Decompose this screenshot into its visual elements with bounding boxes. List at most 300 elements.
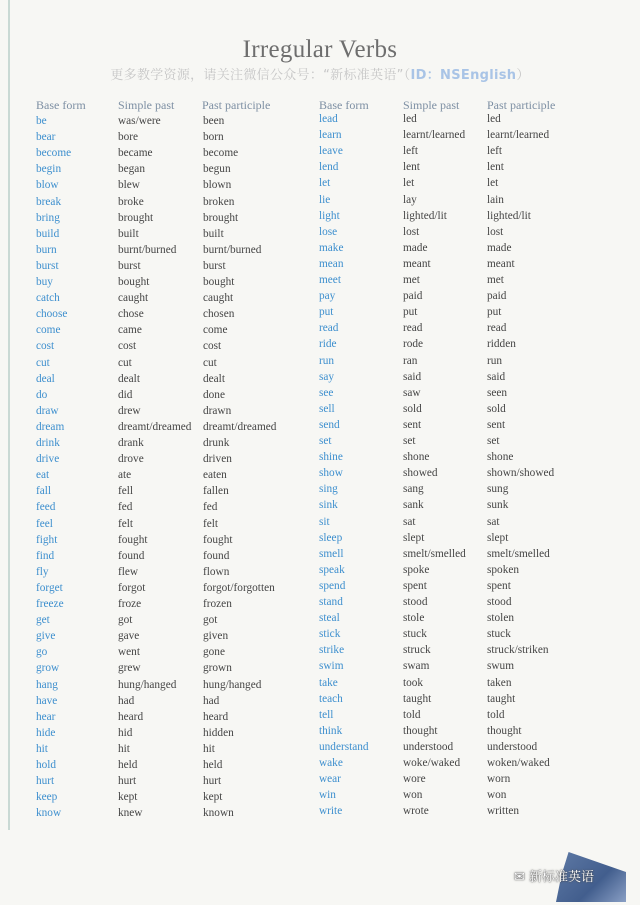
past-participle-cell: held — [203, 759, 223, 771]
past-participle-cell: flown — [203, 565, 230, 578]
simple-past-cell: fed — [118, 501, 133, 514]
simple-past-cell: hung/hanged — [118, 678, 177, 691]
past-participle-cell: left — [487, 145, 503, 158]
past-participle-cell: had — [203, 694, 220, 707]
verb-row — [36, 759, 336, 775]
past-participle-cell: shone — [487, 451, 514, 464]
verb-row — [36, 354, 336, 373]
base-form-cell: see — [319, 386, 334, 399]
header-past-participle-right: Past participle — [487, 98, 556, 112]
simple-past-cell: spoke — [403, 563, 430, 576]
simple-past-cell: bought — [118, 276, 150, 288]
simple-past-cell: read — [403, 322, 423, 335]
base-form-cell: learn — [319, 129, 342, 142]
past-participle-cell: put — [487, 306, 502, 319]
verb-row — [319, 677, 619, 693]
base-form-cell: understand — [319, 740, 369, 753]
verb-row — [36, 534, 336, 550]
simple-past-cell: wrote — [403, 805, 429, 818]
past-participle-cell: built — [203, 227, 224, 240]
simple-past-cell: bore — [118, 131, 139, 144]
simple-past-cell: fought — [118, 533, 148, 546]
base-form-cell: show — [319, 467, 343, 480]
past-participle-cell: found — [203, 549, 230, 562]
past-participle-cell: fought — [203, 533, 233, 546]
past-participle-cell: drawn — [203, 404, 232, 417]
header-base-form-left: Base form — [36, 98, 86, 112]
past-participle-cell: brought — [203, 211, 239, 224]
verb-row — [319, 242, 619, 258]
simple-past-cell: left — [403, 145, 419, 158]
verb-row — [319, 644, 619, 660]
verb-row — [36, 179, 336, 195]
verb-row — [36, 501, 336, 517]
simple-past-cell: meant — [403, 257, 431, 270]
base-form-cell: lead — [319, 113, 338, 125]
base-form-cell: smell — [319, 547, 344, 560]
base-form-cell: buy — [36, 276, 53, 288]
verb-row — [36, 322, 339, 340]
verb-row — [36, 743, 336, 759]
base-form-cell: bring — [36, 211, 60, 224]
verb-row — [36, 421, 336, 437]
simple-past-cell: had — [118, 694, 135, 707]
base-form-cell: read — [319, 322, 339, 335]
past-participle-cell: hit — [203, 742, 215, 755]
base-form-cell: keep — [36, 791, 58, 804]
base-form-cell: teach — [319, 692, 343, 705]
past-participle-cell: born — [203, 131, 224, 144]
verb-row — [319, 403, 619, 419]
base-form-cell: cost — [36, 340, 55, 353]
base-form-cell: send — [319, 418, 340, 431]
past-participle-cell: run — [487, 354, 503, 367]
simple-past-cell: hit — [118, 742, 130, 755]
base-form-cell: go — [36, 646, 48, 659]
base-form-cell: burst — [36, 259, 59, 272]
verb-row — [319, 226, 619, 242]
verb-row — [319, 773, 619, 789]
simple-past-cell: burst — [118, 259, 141, 272]
past-participle-cell: understood — [487, 740, 538, 753]
base-form-cell: fall — [36, 485, 52, 498]
base-form-cell: pay — [319, 290, 336, 303]
base-form-cell: break — [36, 195, 62, 208]
verb-row — [36, 212, 336, 228]
verb-row — [319, 693, 619, 709]
simple-past-cell: made — [403, 241, 428, 254]
past-participle-cell: shown/showed — [487, 467, 555, 480]
simple-past-cell: fell — [118, 485, 134, 498]
simple-past-cell: struck — [403, 644, 431, 657]
verb-row — [319, 306, 619, 322]
base-form-cell: say — [319, 370, 335, 383]
base-form-cell: sit — [319, 515, 330, 528]
simple-past-cell: cut — [118, 356, 132, 369]
base-form-cell: cut — [36, 356, 50, 369]
simple-past-cell: put — [403, 306, 418, 319]
simple-past-cell: swam — [403, 660, 430, 673]
simple-past-cell: caught — [118, 292, 149, 305]
past-participle-cell: met — [487, 274, 504, 286]
past-participle-cell: become — [203, 147, 239, 160]
verb-row — [36, 708, 336, 727]
simple-past-cell: spent — [403, 579, 427, 592]
past-participle-cell: given — [203, 630, 229, 643]
verb-row — [36, 437, 336, 453]
past-participle-cell: fed — [203, 501, 218, 514]
base-form-cell: hang — [36, 678, 58, 691]
verb-row — [319, 805, 619, 821]
base-form-cell: eat — [36, 469, 50, 482]
past-participle-cell: learnt/learned — [487, 129, 550, 142]
base-form-cell: forget — [36, 581, 63, 594]
past-participle-cell: bought — [203, 276, 235, 288]
simple-past-cell: cost — [118, 340, 137, 353]
base-form-cell: have — [36, 694, 58, 707]
verb-row — [36, 244, 336, 260]
verb-row — [319, 548, 619, 564]
verb-row — [319, 612, 619, 628]
base-form-cell: swim — [319, 660, 344, 673]
past-participle-cell: eaten — [203, 469, 227, 482]
simple-past-cell: smelt/smelled — [403, 547, 466, 560]
past-participle-cell: blown — [203, 179, 232, 192]
past-participle-cell: gone — [203, 646, 225, 659]
past-participle-cell: taught — [487, 692, 516, 705]
base-form-cell: mean — [319, 257, 344, 270]
base-form-cell: give — [36, 630, 56, 643]
verb-row — [36, 515, 336, 534]
past-participle-cell: taken — [487, 676, 512, 689]
base-form-cell: sing — [319, 483, 338, 496]
simple-past-cell: kept — [118, 791, 138, 804]
past-participle-cell: thought — [487, 724, 522, 737]
simple-past-cell: stole — [403, 612, 425, 625]
simple-past-cell: built — [118, 227, 139, 240]
verb-row — [36, 646, 336, 662]
simple-past-cell: sold — [403, 402, 422, 415]
base-form-cell: find — [36, 549, 55, 562]
verb-row — [36, 276, 336, 292]
simple-past-cell: led — [403, 113, 417, 125]
past-participle-cell: read — [487, 322, 507, 335]
page-edge-line — [8, 0, 10, 830]
simple-past-cell: shone — [403, 451, 430, 464]
simple-past-cell: was/were — [118, 115, 161, 127]
simple-past-cell: came — [118, 324, 142, 337]
base-form-cell: bear — [36, 131, 56, 144]
verb-row — [36, 662, 336, 678]
page-subtitle — [0, 64, 640, 83]
verb-row — [36, 695, 336, 711]
simple-past-cell: drove — [118, 453, 144, 466]
past-participle-cell: ridden — [487, 338, 516, 351]
base-form-cell: do — [36, 388, 48, 401]
simple-past-cell: understood — [403, 740, 454, 753]
verb-row — [36, 147, 336, 163]
subtitle-suffix: ） — [516, 68, 530, 83]
base-form-cell: write — [319, 805, 343, 818]
verb-row — [319, 532, 619, 548]
base-form-cell: feed — [36, 501, 56, 514]
subtitle-id: ID：NSEnglish — [410, 68, 517, 83]
past-participle-cell: lost — [487, 225, 504, 238]
verb-row — [319, 290, 619, 306]
past-participle-cell: swum — [487, 660, 514, 673]
verb-row — [36, 807, 336, 823]
simple-past-cell: showed — [403, 467, 438, 480]
verb-row — [319, 177, 619, 193]
verb-row — [319, 258, 619, 274]
past-participle-cell: hurt — [203, 775, 222, 788]
past-participle-cell: lighted/lit — [487, 209, 531, 222]
simple-past-cell: flew — [118, 565, 139, 578]
verb-row — [36, 614, 336, 630]
simple-past-cell: knew — [118, 807, 143, 820]
past-participle-cell: lain — [487, 193, 504, 206]
verb-row — [319, 725, 619, 741]
verb-row — [319, 499, 619, 515]
past-participle-cell: known — [203, 807, 234, 820]
past-participle-cell: felt — [203, 517, 219, 530]
simple-past-cell: said — [403, 370, 422, 383]
simple-past-cell: wore — [403, 773, 426, 786]
past-participle-cell: led — [487, 113, 501, 125]
base-form-cell: wake — [319, 757, 343, 769]
verb-row — [36, 727, 336, 743]
simple-past-cell: stood — [403, 596, 428, 608]
verb-row — [36, 566, 336, 582]
base-form-cell: hold — [36, 759, 57, 771]
base-form-cell: win — [319, 789, 336, 802]
verb-row — [36, 292, 336, 308]
verb-row — [319, 516, 619, 532]
verb-row — [36, 582, 336, 598]
simple-past-cell: burnt/burned — [118, 243, 177, 256]
simple-past-cell: got — [118, 614, 133, 627]
past-participle-cell: drunk — [203, 437, 230, 449]
page-title: Irregular Verbs — [242, 36, 398, 63]
verb-row — [36, 260, 336, 276]
past-participle-cell: cut — [203, 356, 217, 369]
verb-row — [319, 757, 619, 773]
simple-past-cell: sank — [403, 499, 424, 512]
simple-past-cell: felt — [118, 517, 134, 530]
simple-past-cell: ran — [403, 354, 418, 367]
verb-row — [36, 598, 336, 614]
verb-row — [36, 550, 336, 566]
verb-row — [36, 370, 336, 389]
simple-past-cell: dreamt/dreamed — [118, 420, 192, 433]
past-participle-cell: kept — [203, 791, 223, 804]
past-participle-cell: forgot/forgotten — [203, 581, 275, 594]
past-participle-cell: smelt/smelled — [487, 547, 550, 560]
simple-past-cell: learnt/learned — [403, 129, 466, 142]
verb-row — [36, 469, 336, 485]
header-base-form-right: Base form — [319, 98, 369, 112]
past-participle-cell: hung/hanged — [203, 678, 262, 691]
past-participle-cell: told — [487, 708, 505, 721]
wechat-icon: ✉ — [514, 870, 530, 885]
past-participle-cell: chosen — [203, 308, 235, 321]
base-form-cell: let — [319, 177, 331, 190]
verb-row — [319, 451, 619, 467]
base-form-cell: grow — [36, 662, 60, 675]
base-form-cell: put — [319, 306, 334, 319]
base-form-cell: freeze — [36, 598, 64, 610]
verb-row — [319, 789, 619, 805]
simple-past-cell: did — [118, 388, 133, 401]
verb-row — [36, 161, 339, 179]
past-participle-cell: burst — [203, 259, 226, 272]
past-participle-cell: meant — [487, 257, 515, 270]
past-participle-cell: cost — [203, 340, 222, 353]
verb-row — [319, 435, 619, 451]
simple-past-cell: lent — [403, 161, 420, 174]
watermark — [514, 866, 594, 886]
simple-past-cell: heard — [118, 710, 144, 723]
verb-row — [319, 483, 619, 499]
verb-row — [319, 338, 619, 354]
base-form-cell: take — [319, 676, 338, 689]
base-form-cell: sell — [319, 402, 335, 415]
past-participle-cell: sent — [487, 418, 506, 431]
past-participle-cell: hidden — [203, 726, 234, 739]
simple-past-cell: gave — [118, 630, 140, 643]
simple-past-cell: woke/waked — [403, 757, 461, 769]
past-participle-cell: sung — [487, 483, 509, 496]
verb-row — [36, 453, 336, 469]
simple-past-cell: paid — [403, 290, 423, 303]
past-participle-cell: broken — [203, 195, 235, 208]
watermark-text: 新标准英语 — [529, 870, 595, 885]
past-participle-cell: heard — [203, 710, 229, 723]
past-participle-cell: made — [487, 241, 512, 254]
verb-row — [36, 225, 338, 244]
base-form-cell: think — [319, 724, 343, 737]
past-participle-cell: said — [487, 370, 506, 383]
simple-past-cell: sent — [403, 418, 422, 431]
simple-past-cell: blew — [118, 179, 140, 192]
past-participle-cell: grown — [203, 662, 232, 675]
simple-past-cell: drank — [118, 437, 144, 449]
base-form-cell: blow — [36, 179, 59, 192]
simple-past-cell: found — [118, 549, 145, 562]
base-form-cell: feel — [36, 517, 53, 530]
verb-row — [36, 791, 336, 807]
base-form-cell: spend — [319, 579, 346, 592]
verb-row — [319, 113, 619, 129]
base-form-cell: stand — [319, 596, 343, 608]
base-form-cell: be — [36, 115, 47, 127]
base-form-cell: burn — [36, 243, 57, 256]
base-form-cell: lie — [319, 193, 331, 206]
base-form-cell: begin — [36, 163, 62, 176]
past-participle-cell: written — [487, 805, 519, 818]
base-form-cell: sleep — [319, 531, 343, 544]
past-participle-cell: dreamt/dreamed — [203, 420, 277, 433]
past-participle-cell: spoken — [487, 563, 520, 576]
simple-past-cell: forgot — [118, 581, 146, 594]
base-form-cell: set — [319, 435, 332, 447]
past-participle-cell: caught — [203, 292, 234, 305]
base-form-cell: become — [36, 147, 72, 160]
simple-past-cell: chose — [118, 308, 144, 321]
simple-past-cell: lost — [403, 225, 420, 238]
header-simple-past-left: Simple past — [118, 98, 175, 112]
base-form-cell: hit — [36, 742, 48, 755]
past-participle-cell: spent — [487, 579, 511, 592]
past-participle-cell: won — [487, 789, 507, 802]
past-participle-cell: stolen — [487, 612, 514, 625]
verb-row — [319, 419, 619, 435]
simple-past-cell: brought — [118, 211, 154, 224]
verb-row — [36, 386, 336, 405]
verb-row — [319, 322, 619, 338]
base-form-cell: build — [36, 227, 60, 240]
verb-row — [319, 274, 619, 290]
past-participle-cell: lent — [487, 161, 504, 174]
past-participle-cell: dealt — [203, 372, 225, 385]
base-form-cell: draw — [36, 404, 59, 417]
simple-past-cell: taught — [403, 692, 432, 705]
simple-past-cell: lay — [403, 193, 417, 206]
base-form-cell: drink — [36, 437, 60, 449]
simple-past-cell: stuck — [403, 628, 427, 641]
simple-past-cell: drew — [118, 404, 141, 417]
simple-past-cell: rode — [403, 338, 424, 351]
past-participle-cell: stuck — [487, 628, 511, 641]
base-form-cell: catch — [36, 292, 60, 305]
past-participle-cell: let — [487, 177, 499, 190]
verb-row — [319, 596, 619, 612]
simple-past-cell: set — [403, 435, 416, 447]
base-form-cell: hear — [36, 710, 56, 723]
base-form-cell: drive — [36, 453, 60, 466]
verb-row — [319, 709, 619, 725]
past-participle-cell: struck/striken — [487, 644, 549, 657]
base-form-cell: tell — [319, 708, 334, 721]
past-participle-cell: set — [487, 435, 500, 447]
verb-row — [36, 115, 336, 131]
base-form-cell: deal — [36, 372, 55, 385]
base-form-cell: know — [36, 807, 62, 820]
simple-past-cell: ate — [118, 469, 132, 482]
simple-past-cell: slept — [403, 531, 425, 544]
base-form-cell: ride — [319, 338, 337, 351]
verb-row — [36, 308, 336, 324]
past-participle-cell: come — [203, 324, 228, 337]
simple-past-cell: took — [403, 676, 424, 689]
verb-row — [319, 194, 619, 210]
verb-row — [319, 387, 619, 403]
simple-past-cell: told — [403, 708, 421, 721]
base-form-cell: fly — [36, 565, 49, 578]
past-participle-cell: sunk — [487, 499, 509, 512]
base-form-cell: light — [319, 209, 340, 222]
base-form-cell: run — [319, 354, 335, 367]
header-simple-past-right: Simple past — [403, 98, 460, 112]
simple-past-cell: hurt — [118, 775, 137, 788]
base-form-cell: steal — [319, 612, 340, 625]
simple-past-cell: dealt — [118, 372, 140, 385]
base-form-cell: choose — [36, 308, 68, 321]
base-form-cell: lend — [319, 161, 339, 174]
past-participle-cell: begun — [203, 163, 231, 176]
past-participle-cell: got — [203, 614, 218, 627]
past-participle-cell: woken/waked — [487, 757, 550, 769]
